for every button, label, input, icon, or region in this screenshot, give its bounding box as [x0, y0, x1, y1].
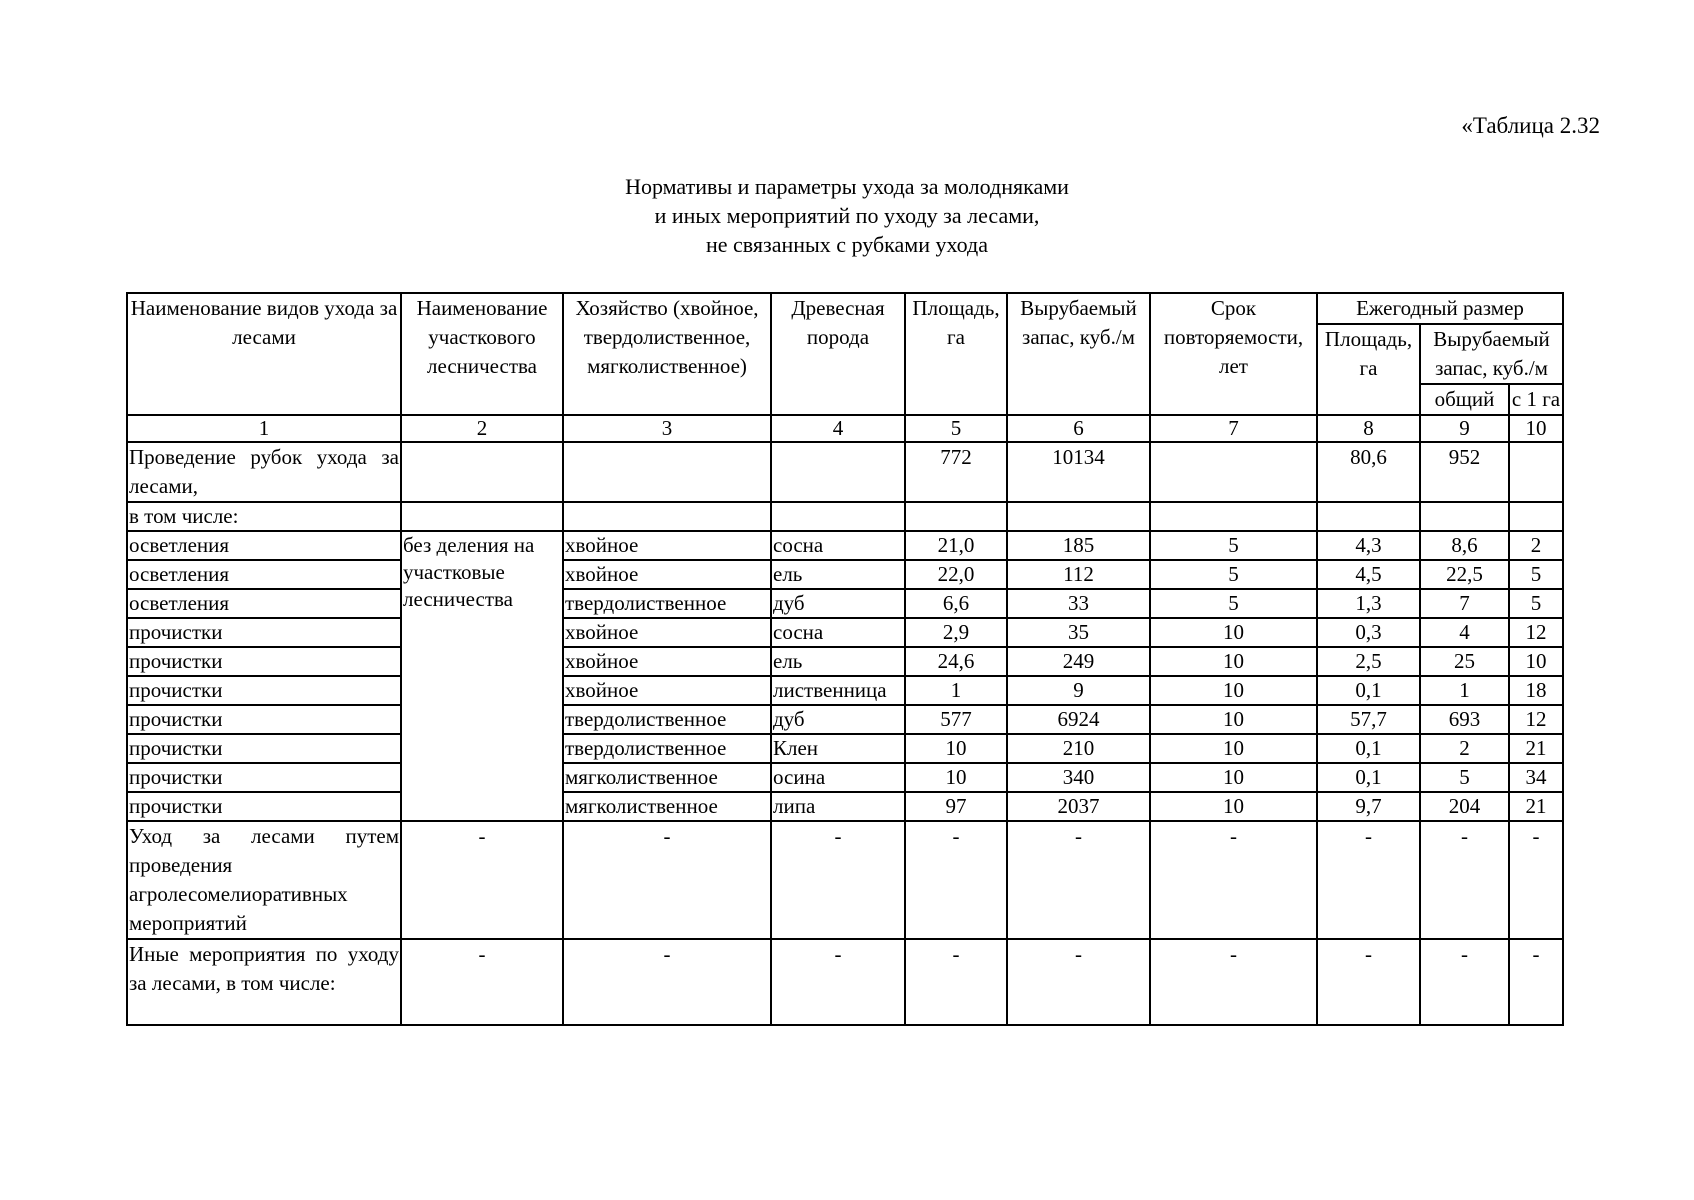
- annual-total-value: 7: [1420, 589, 1509, 618]
- total-volume: 10134: [1007, 442, 1150, 502]
- table-row: [127, 647, 1563, 676]
- annual-area-value: 0,1: [1317, 763, 1420, 792]
- tree-species: ель: [771, 647, 905, 676]
- other-name: Иные мероприятия по уходу за лесами, в том числе:: [127, 939, 401, 1025]
- header-col3: Хозяйство (хвойное, твердолиственное, мягколиственное): [563, 293, 771, 415]
- header-annual-total: общий: [1420, 384, 1509, 415]
- area-value: 21,0: [905, 531, 1007, 560]
- dash-cell: -: [1509, 939, 1563, 1025]
- table-row: [127, 676, 1563, 705]
- table-row: [127, 763, 1563, 792]
- volume-value: 340: [1007, 763, 1150, 792]
- total-name: Проведение рубок ухода за лесами,: [127, 442, 401, 502]
- volume-value: 185: [1007, 531, 1150, 560]
- header-annual-volume: Вырубаемый запас, куб./м: [1420, 324, 1563, 384]
- table-title: [0, 172, 1694, 259]
- annual-total-value: 22,5: [1420, 560, 1509, 589]
- per-ha-value: 21: [1509, 734, 1563, 763]
- volume-value: 249: [1007, 647, 1150, 676]
- treatment-name: прочистки: [127, 647, 401, 676]
- table-row: [127, 589, 1563, 618]
- tree-species: лиственница: [771, 676, 905, 705]
- volume-value: 6924: [1007, 705, 1150, 734]
- treatment-name: прочистки: [127, 792, 401, 821]
- dash-cell: -: [1007, 821, 1150, 939]
- volume-value: 9: [1007, 676, 1150, 705]
- per-ha-value: 12: [1509, 705, 1563, 734]
- empty-cell: [563, 442, 771, 502]
- treatment-name: прочистки: [127, 734, 401, 763]
- dash-cell: -: [1150, 821, 1317, 939]
- farm-type: мягколиственное: [563, 792, 771, 821]
- empty-cell: [1150, 442, 1317, 502]
- annual-area-value: 0,3: [1317, 618, 1420, 647]
- tree-species: сосна: [771, 618, 905, 647]
- period-value: 10: [1150, 792, 1317, 821]
- period-value: 10: [1150, 618, 1317, 647]
- column-number-6: 6: [1007, 415, 1150, 442]
- dash-cell: -: [563, 821, 771, 939]
- annual-area-value: 4,3: [1317, 531, 1420, 560]
- column-number-9: 9: [1420, 415, 1509, 442]
- dash-cell: -: [1150, 939, 1317, 1025]
- annual-total-value: 8,6: [1420, 531, 1509, 560]
- column-number-3: 3: [563, 415, 771, 442]
- norms-table: [126, 292, 1564, 1026]
- area-value: 22,0: [905, 560, 1007, 589]
- farm-type: хвойное: [563, 676, 771, 705]
- farm-type: хвойное: [563, 560, 771, 589]
- tree-species: Клен: [771, 734, 905, 763]
- annual-total-value: 1: [1420, 676, 1509, 705]
- area-value: 10: [905, 734, 1007, 763]
- table-row: [127, 792, 1563, 821]
- volume-value: 2037: [1007, 792, 1150, 821]
- column-number-8: 8: [1317, 415, 1420, 442]
- dash-cell: -: [771, 821, 905, 939]
- period-value: 10: [1150, 705, 1317, 734]
- farm-type: хвойное: [563, 647, 771, 676]
- farm-type: мягколиственное: [563, 763, 771, 792]
- area-value: 577: [905, 705, 1007, 734]
- title-line: Нормативы и параметры ухода за молодняками: [625, 174, 1069, 199]
- tree-species: липа: [771, 792, 905, 821]
- total-annual-area: 80,6: [1317, 442, 1420, 502]
- including-row: [127, 502, 1563, 531]
- table-number: «Таблица 2.32: [1461, 113, 1600, 138]
- tree-species: сосна: [771, 531, 905, 560]
- column-number-2: 2: [401, 415, 563, 442]
- annual-area-value: 0,1: [1317, 676, 1420, 705]
- treatment-name: осветления: [127, 531, 401, 560]
- total-row: [127, 442, 1563, 502]
- per-ha-value: 2: [1509, 531, 1563, 560]
- empty-cell: [771, 442, 905, 502]
- farm-type: твердолиственное: [563, 705, 771, 734]
- period-value: 5: [1150, 589, 1317, 618]
- dash-cell: -: [401, 939, 563, 1025]
- table-row: [127, 618, 1563, 647]
- empty-cell: [1150, 502, 1317, 531]
- annual-total-value: 4: [1420, 618, 1509, 647]
- total-annual-total: 952: [1420, 442, 1509, 502]
- title-line: и иных мероприятий по уходу за лесами,: [654, 203, 1040, 228]
- treatment-name: осветления: [127, 560, 401, 589]
- annual-total-value: 2: [1420, 734, 1509, 763]
- header-col2: Наименование участкового лесничества: [401, 293, 563, 415]
- table-row: [127, 531, 1563, 560]
- farm-type: твердолиственное: [563, 589, 771, 618]
- annual-area-value: 0,1: [1317, 734, 1420, 763]
- total-area: 772: [905, 442, 1007, 502]
- header-col4: Древесная порода: [771, 293, 905, 415]
- empty-cell: [1317, 502, 1420, 531]
- empty-cell: [401, 442, 563, 502]
- agro-row: [127, 821, 1563, 939]
- dash-cell: -: [1007, 939, 1150, 1025]
- per-ha-value: 18: [1509, 676, 1563, 705]
- empty-cell: [771, 502, 905, 531]
- annual-total-value: 5: [1420, 763, 1509, 792]
- header-annual-per-ha: с 1 га: [1509, 384, 1563, 415]
- dash-cell: -: [1420, 821, 1509, 939]
- period-value: 5: [1150, 531, 1317, 560]
- empty-cell: [1420, 502, 1509, 531]
- volume-value: 35: [1007, 618, 1150, 647]
- header-col7: Срок повторяемости, лет: [1150, 293, 1317, 415]
- annual-area-value: 2,5: [1317, 647, 1420, 676]
- per-ha-value: 21: [1509, 792, 1563, 821]
- dash-cell: -: [1317, 821, 1420, 939]
- other-row: [127, 939, 1563, 1025]
- period-value: 10: [1150, 763, 1317, 792]
- farm-type: твердолиственное: [563, 734, 771, 763]
- agro-name: Уход за лесами путем проведения агролесомелиоративных мероприятий: [127, 821, 401, 939]
- dash-cell: -: [1317, 939, 1420, 1025]
- title-line: не связанных с рубками ухода: [706, 232, 988, 257]
- annual-area-value: 9,7: [1317, 792, 1420, 821]
- per-ha-value: 10: [1509, 647, 1563, 676]
- header-annual-area: Площадь, га: [1317, 324, 1420, 415]
- treatment-name: прочистки: [127, 676, 401, 705]
- column-number-7: 7: [1150, 415, 1317, 442]
- volume-value: 112: [1007, 560, 1150, 589]
- period-value: 5: [1150, 560, 1317, 589]
- table-row: [127, 734, 1563, 763]
- column-number-4: 4: [771, 415, 905, 442]
- header-col1: Наименование видов ухода за лесами: [127, 293, 401, 415]
- forestry-merged-cell: без деления на участковые лесничества: [401, 531, 563, 821]
- volume-value: 210: [1007, 734, 1150, 763]
- tree-species: дуб: [771, 705, 905, 734]
- period-value: 10: [1150, 676, 1317, 705]
- annual-area-value: 4,5: [1317, 560, 1420, 589]
- table-row: [127, 705, 1563, 734]
- volume-value: 33: [1007, 589, 1150, 618]
- empty-cell: [1509, 502, 1563, 531]
- tree-species: ель: [771, 560, 905, 589]
- annual-total-value: 204: [1420, 792, 1509, 821]
- dash-cell: -: [1509, 821, 1563, 939]
- annual-area-value: 1,3: [1317, 589, 1420, 618]
- column-number-1: 1: [127, 415, 401, 442]
- farm-type: хвойное: [563, 531, 771, 560]
- per-ha-value: 5: [1509, 560, 1563, 589]
- treatment-name: осветления: [127, 589, 401, 618]
- including-label: в том числе:: [127, 502, 401, 531]
- area-value: 1: [905, 676, 1007, 705]
- header-col6: Вырубаемый запас, куб./м: [1007, 293, 1150, 415]
- column-numbers-row: [127, 415, 1563, 442]
- header-annual: Ежегодный размер: [1317, 293, 1563, 324]
- dash-cell: -: [905, 821, 1007, 939]
- dash-cell: -: [771, 939, 905, 1025]
- empty-cell: [563, 502, 771, 531]
- per-ha-value: 5: [1509, 589, 1563, 618]
- per-ha-value: 12: [1509, 618, 1563, 647]
- tree-species: дуб: [771, 589, 905, 618]
- treatment-name: прочистки: [127, 618, 401, 647]
- column-number-10: 10: [1509, 415, 1563, 442]
- annual-area-value: 57,7: [1317, 705, 1420, 734]
- empty-cell: [1007, 502, 1150, 531]
- column-number-5: 5: [905, 415, 1007, 442]
- treatment-name: прочистки: [127, 705, 401, 734]
- annual-total-value: 693: [1420, 705, 1509, 734]
- area-value: 2,9: [905, 618, 1007, 647]
- empty-cell: [905, 502, 1007, 531]
- dash-cell: -: [1420, 939, 1509, 1025]
- area-value: 24,6: [905, 647, 1007, 676]
- dash-cell: -: [905, 939, 1007, 1025]
- dash-cell: -: [401, 821, 563, 939]
- dash-cell: -: [563, 939, 771, 1025]
- tree-species: осина: [771, 763, 905, 792]
- area-value: 97: [905, 792, 1007, 821]
- area-value: 10: [905, 763, 1007, 792]
- header-col5: Площадь, га: [905, 293, 1007, 415]
- period-value: 10: [1150, 647, 1317, 676]
- table-row: [127, 560, 1563, 589]
- area-value: 6,6: [905, 589, 1007, 618]
- treatment-name: прочистки: [127, 763, 401, 792]
- empty-cell: [1509, 442, 1563, 502]
- period-value: 10: [1150, 734, 1317, 763]
- farm-type: хвойное: [563, 618, 771, 647]
- per-ha-value: 34: [1509, 763, 1563, 792]
- annual-total-value: 25: [1420, 647, 1509, 676]
- empty-cell: [401, 502, 563, 531]
